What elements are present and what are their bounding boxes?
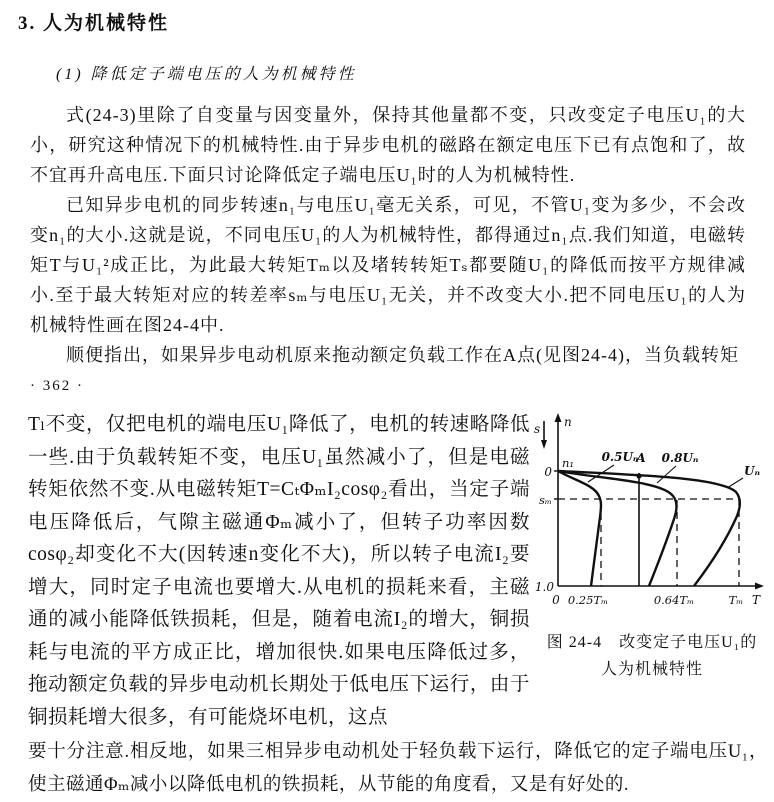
s-zero-label: 0 [544, 465, 552, 479]
leader-un [727, 478, 743, 488]
t-zero-label: 0 [552, 593, 560, 607]
curve-label-un: Uₙ [744, 464, 760, 478]
figure-caption-line2: 人为机械特性 [600, 661, 703, 678]
n-axis-label: n [564, 415, 572, 429]
t-025tm-label: 0.25Tₘ [567, 593, 609, 607]
curve-label-08un: 0.8Uₙ [661, 451, 699, 465]
leader-08un [657, 466, 676, 483]
s-axis-label: s [534, 422, 541, 436]
paragraph-2: 已知异步电机的同步转速n₁与电压U₁毫无关系，可见，不管U₁变为多少，不会改变n₁的大小.这就是说，不同电压U₁的人为机械特性，都得通过n₁点.我们知道，电磁转矩T与U₁²成正比，为此最大转矩Tₘ以及堵转转矩Tₛ都要随U₁的降低而按平方规律减小.至于最大转矩对应的转差率sₘ与电压U₁无关，并不改变大小.把不同电压U₁的人为机械特性画在图24-4中. [30, 195, 746, 335]
tm-label: Tₘ [728, 593, 744, 607]
s-one-label: 1.0 [534, 580, 554, 594]
point-a-label: A [636, 451, 646, 465]
sm-label: sₘ [539, 493, 552, 507]
t-axis-label: T [751, 593, 761, 607]
curve-05un [558, 471, 601, 586]
lower-section [0, 409, 774, 734]
torque-speed-chart [530, 411, 774, 613]
page-title: 3. 人为机械特性 [18, 13, 170, 34]
s-axis-arrow-icon [541, 440, 547, 449]
figure-24-4 [530, 409, 774, 734]
y-axis-arrow-icon [555, 413, 562, 422]
curve-un [558, 471, 740, 586]
page-number: · 362 · [30, 378, 84, 394]
x-axis-arrow-icon [755, 583, 764, 590]
n1-label: n₁ [562, 456, 575, 470]
paragraph-3: 顺便指出，如果异步电动机原来拖动额定负载工作在A点(见图24-4)，当负载转矩 [66, 345, 739, 365]
paragraph-4-continuation: 要十分注意.相反地，如果三相异步电动机处于轻负载下运行，降低它的定子端电压U₁，使主磁通Φₘ减小以降低电机的铁损耗，从节能的角度看，又是有好处的. [28, 742, 768, 795]
paragraph-1: 式(24-3)里除了自变量与因变量外，保持其他量都不变，只改变定子电压U₁的大小，研究这种情况下的机械特性.由于异步电机的磁路在额定电压下已有点饱和了，故不宜再升高电压.下面只讨论降低定子端电压U₁时的人为机械特性. [30, 105, 746, 185]
paragraph-4-left-column: Tₗ不变，仅把电机的端电压U₁降低了，电机的转速略降低一些.由于负载转矩不变，电压U₁虽然减小了，但是电磁转矩依然不变.从电磁转矩T=CₜΦₘI₂cosφ₂看出，当定子端电压降低后，气隙主磁通Φₘ减小了，但转子功率因数cosφ₂却变化不大(因转速n变化不大)，所以转子电流I₂要增大，同时定子电流也要增大.从电机的损耗来看，主磁通的减小能降低铁损耗，但是，随着电流I₂的增大，铜损耗与电流的平方成正比，增加很快.如果电压降低过多，拖动额定负载的异步电动机长期处于低电压下运行，由于铜损耗增大很多，有可能烧坏电机，这点 [28, 414, 530, 728]
figure-caption-line1: 图 24-4 改变定子电压U₁的 [546, 634, 758, 651]
section-subtitle: (1) 降低定子端电压的人为机械特性 [56, 66, 357, 83]
t-064tm-label: 0.64Tₘ [653, 593, 695, 607]
figure-caption [530, 629, 774, 683]
curve-label-05un: 0.5Uₙ [601, 450, 639, 464]
curve-08un [558, 471, 677, 586]
